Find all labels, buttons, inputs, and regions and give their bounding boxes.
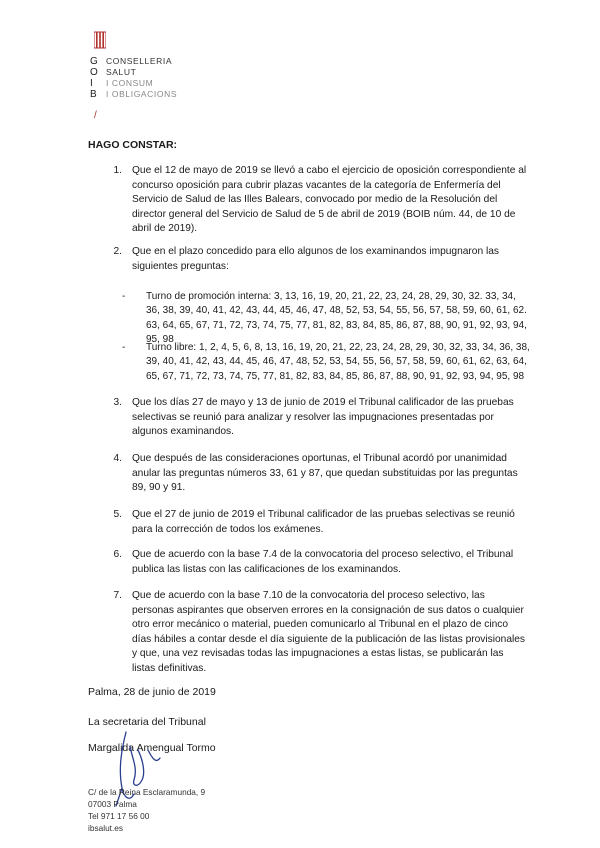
page-heading: HAGO CONSTAR: — [88, 139, 178, 151]
sub-item — [122, 290, 532, 348]
item-text: Que el 12 de mayo de 2019 se llevó a cabo el ejercicio de oposición correspondiente al concurso oposición para cubrir plazas vacantes de la categoría de Enfermería del Servicio de Salud de las Illes Balears, convocado por medio de la Resolución del director general del Servicio de Salud de 5 de abril de 2019 (BOIB núm. 44, de 10 de abril de 2019). — [132, 165, 527, 235]
signer-name: Margalida Amengual Tormo — [88, 742, 216, 754]
list-item — [88, 452, 528, 496]
sub-item-text: Turno de promoción interna: 3, 13, 16, 19, 20, 21, 22, 23, 24, 28, 29, 30, 32. 33, 34, 36, 38, 39, 40, 41, 42, 43, 44, 45, 46, 47, 48, 52, 53, 54, 55, 56, 57, 58, 59, 60, 61, 62. 63, 64, 65, 67, 71, 72, 73, 74, 75, 77, 81, 82, 83, 84, 85, 86, 87, 88, 90, 91, 92, 93, 94, 95, 98 — [146, 291, 527, 346]
logo-letter: B — [90, 89, 97, 100]
footer-city: 07003 Palma — [88, 799, 137, 809]
item-number: 6. — [113, 549, 122, 560]
list-item — [88, 164, 528, 237]
logo-text-block — [90, 56, 177, 100]
logo-word: SALUT — [106, 67, 137, 77]
item-text: Que en el plazo concedido para ello algunos de los examinandos impugnaron las siguientes preguntas: — [132, 246, 499, 272]
list-item — [88, 396, 528, 440]
signer-role: La secretaria del Tribunal — [88, 716, 206, 728]
logo-letter: I — [90, 78, 93, 89]
item-text: Que de acuerdo con la base 7.10 de la convocatoria del proceso selectivo, las personas aspirantes que observen errores en la consignación de sus datos o cualquier otro error mecánico o material, pueden comunicarlo al Tribunal en el plazo de cinco días hábiles a contar desde el día siguiente de la publicación de las listas provisionales y que, una vez revisadas todas las impugnaciones a estas listas, se publicarán las listas definitivas. — [132, 590, 526, 674]
item-text: Que los días 27 de mayo y 13 de junio de 2019 el Tribunal calificador de las pruebas selectivas se reunió para analizar y resolver las impugnaciones presentadas por algunos examinandos. — [132, 397, 514, 438]
logo-word: I CONSUM — [106, 78, 154, 88]
list-item — [88, 508, 528, 537]
logo-word: CONSELLERIA — [106, 56, 173, 66]
logo-word: I OBLIGACIONS — [106, 89, 178, 99]
item-text: Que después de las consideraciones oportunas, el Tribunal acordó por unanimidad anular las preguntas números 33, 61 y 87, que quedan substituidas por las preguntas 89, 90 y 91. — [132, 453, 518, 494]
place-date: Palma, 28 de junio de 2019 — [88, 686, 216, 698]
item-number: 4. — [113, 453, 122, 464]
logo-slash-icon: / — [94, 110, 97, 121]
footer-web: ibsalut.es — [88, 823, 124, 833]
list-item — [88, 589, 528, 677]
item-text: Que el 27 de junio de 2019 el Tribunal calificador de las pruebas selectivas se reunió para la corrección de todos los exámenes. — [132, 509, 515, 535]
coat-of-arms-icon — [94, 30, 106, 50]
item-number: 3. — [113, 397, 122, 408]
list-item — [88, 548, 528, 577]
item-text: Que de acuerdo con la base 7.4 de la convocatoria del proceso selectivo, el Tribunal publica las listas con las calificaciones de los examinandos. — [132, 549, 514, 575]
item-number: 5. — [113, 509, 122, 520]
footer-address: C/ de la Reina Esclaramunda, 9 — [88, 787, 206, 797]
sub-dash: - — [122, 291, 126, 302]
institution-logo — [90, 30, 220, 120]
footer-address-block — [88, 786, 205, 834]
logo-letter: G — [90, 56, 98, 67]
logo-letter: O — [90, 67, 98, 78]
item-number: 1. — [113, 165, 122, 176]
item-number: 7. — [113, 590, 122, 601]
sub-dash: - — [122, 342, 126, 353]
footer-phone: Tel 971 17 56 00 — [88, 811, 150, 821]
list-item — [88, 245, 528, 274]
sub-item-text: Turno libre: 1, 2, 4, 5, 6, 8, 13, 16, 19, 20, 21, 22, 23, 24, 28, 29, 30, 32, 33, 34, 36, 38, 39, 40, 41, 42, 43, 44, 45, 46, 47, 48, 52, 53, 54, 55, 56, 57, 58, 59, 60, 61, 62, 63, 64, 65, 67, 71, 72, 73, 74, 75, 77, 81, 82, 83, 84, 85, 86, 87, 88, 90, 91, 92, 93, 94, 95, 98 — [146, 342, 530, 382]
item-number: 2. — [113, 246, 122, 257]
sub-item — [122, 341, 532, 384]
